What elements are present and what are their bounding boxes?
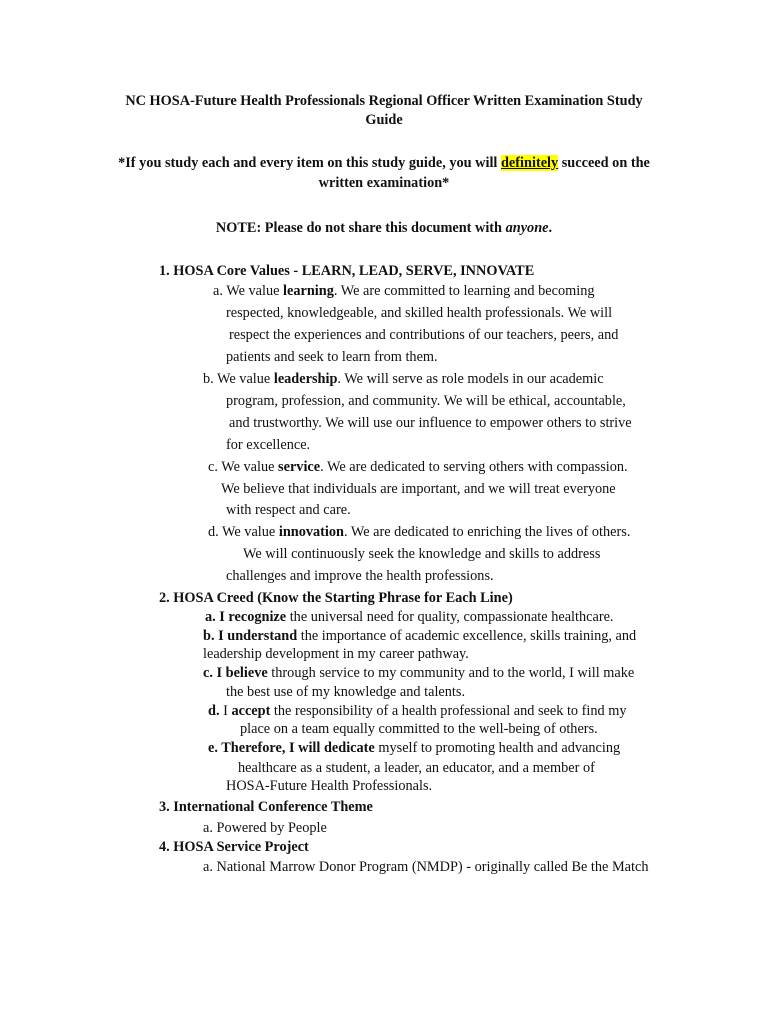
creed-a-line-1 [205,608,614,626]
creed-b-line-2: leadership development in my career pathway. [203,646,469,662]
note-text-pre: NOTE: Please do not share this document with [215,220,506,236]
creed-e-line-2: healthcare as a student, a leader, an educator, and a member of [238,760,595,776]
list-text: c. We value [208,459,279,475]
section-1-heading [159,262,534,280]
section-4-heading-text: 4. HOSA Service Project [159,839,309,855]
note-text-post: . [548,220,553,236]
core-value-a-line-3: respect the experiences and contributions of our teachers, peers, and [229,327,619,343]
creed-keyword: accept [231,703,271,719]
core-value-b-line-3: and trustworthy. We will use our influence to empower others to strive [229,415,632,431]
creed-keyword: e. Therefore, I will dedicate [208,740,375,756]
creed-text: the importance of academic excellence, skills training, and [297,628,637,644]
core-value-c-line-1 [208,458,628,476]
core-value-c-line-3: with respect and care. [226,502,351,518]
list-text: b. We value [203,371,274,387]
notice-text-line2: written examination* [318,175,450,191]
creed-c-line-2: the best use of my knowledge and talents. [226,684,466,700]
creed-text: myself to promoting health and advancing [374,740,621,756]
title-text: NC HOSA-Future Health Professionals Regional Officer Written Examination Study [125,93,643,109]
notice-highlight: definitely [500,155,559,171]
creed-text: the responsibility of a health professional and seek to find my [270,703,627,719]
list-keyword: service [278,459,321,475]
core-value-b-line-2: program, profession, and community. We will be ethical, accountable, [226,393,626,409]
list-keyword: learning [283,283,334,299]
core-value-c-line-2: We believe that individuals are important, and we will treat everyone [221,481,616,497]
creed-b-line-1 [203,627,636,645]
section-2-heading [159,589,513,607]
section-4-heading [159,838,309,856]
core-value-d-line-3: challenges and improve the health professions. [226,568,494,584]
core-value-d-line-2: We will continuously seek the knowledge and skills to address [243,546,601,562]
list-keyword: leadership [273,371,338,387]
study-notice-line-1 [0,154,768,172]
list-text: a. We value [213,283,284,299]
section-1-heading-text: 1. HOSA Core Values - LEARN, LEAD, SERVE, INNOVATE [159,263,535,279]
creed-text: I [219,703,232,719]
creed-c-line-1 [203,664,634,682]
core-value-a-line-4: patients and seek to learn from them. [226,349,438,365]
creed-keyword: a. I recognize [205,609,287,625]
service-project-item: a. National Marrow Donor Program (NMDP) - originally called Be the Match [203,859,649,875]
creed-keyword: d. [208,703,220,719]
document-title-line-2 [0,111,768,129]
share-note [0,219,768,237]
creed-d-line-1 [208,702,627,720]
notice-text-post: succeed on the [558,155,650,171]
creed-e-line-3: HOSA-Future Health Professionals. [226,778,433,794]
title-text-cont: Guide [365,112,403,128]
core-value-d-line-1 [208,523,630,541]
conference-theme-item: a. Powered by People [203,820,327,836]
notice-text-pre: *If you study each and every item on this study guide, you will [118,155,501,171]
core-value-b-line-1 [203,370,604,388]
creed-keyword: c. I believe [203,665,268,681]
core-value-a-line-1 [213,282,595,300]
creed-e-line-1 [208,739,620,757]
creed-text: through service to my community and to the world, I will make [267,665,635,681]
section-2-heading-text: 2. HOSA Creed (Know the Starting Phrase for Each Line) [159,590,513,606]
note-text-italic: anyone [505,220,549,236]
section-3-heading-text: 3. International Conference Theme [159,799,373,815]
creed-keyword: b. I understand [203,628,298,644]
core-value-b-line-4: for excellence. [226,437,311,453]
list-text: . We are dedicated to serving others with compassion. [320,459,628,475]
creed-d-line-2: place on a team equally committed to the well-being of others. [240,721,598,737]
section-3-heading [159,798,373,816]
list-keyword: innovation [278,524,344,540]
core-value-a-line-2: respected, knowledgeable, and skilled health professionals. We will [226,305,613,321]
list-text: d. We value [208,524,279,540]
creed-text: the universal need for quality, compassionate healthcare. [286,609,614,625]
study-notice-line-2 [0,174,768,192]
list-text: . We will serve as role models in our academic [337,371,604,387]
document-title-line-1 [0,92,768,110]
list-text: . We are dedicated to enriching the lives of others. [344,524,631,540]
list-text: . We are committed to learning and becoming [333,283,595,299]
